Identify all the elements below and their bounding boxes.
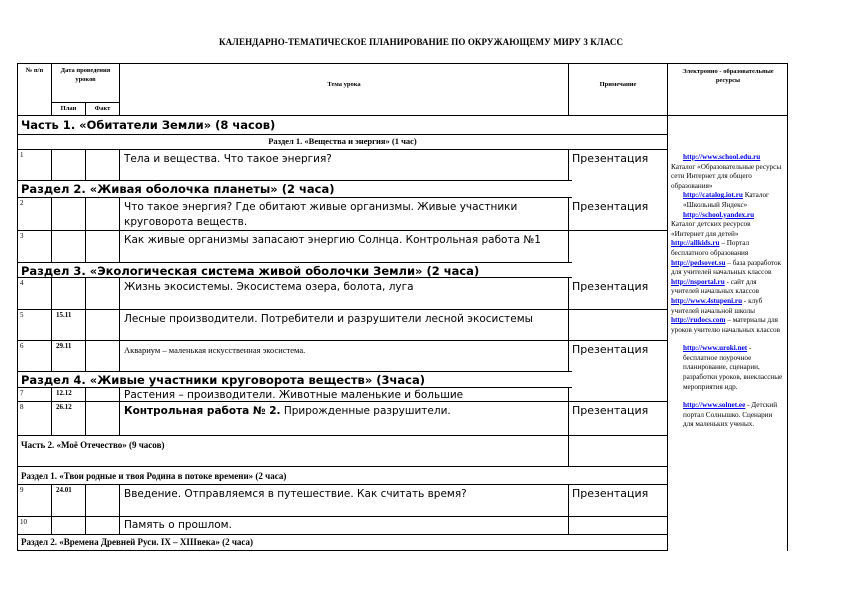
header-num: № п/п xyxy=(25,67,44,74)
resource-link[interactable]: http://www.uroki.net xyxy=(683,344,748,353)
row-num: 3 xyxy=(20,232,24,240)
resource-link[interactable]: http://rudocs.com xyxy=(671,316,726,325)
resource-text: Каталог «Образовательные ресурсы сети Интернет для общего образования» xyxy=(671,162,782,190)
resource-link[interactable]: http://catalog.iot.ru xyxy=(683,191,743,200)
row-note: Презентация xyxy=(572,343,649,356)
row-topic: Жизнь экосистемы. Экосистема озера, болота, луга xyxy=(124,281,414,293)
row-topic: Тела и вещества. Что такое энергия? xyxy=(124,153,332,165)
row-date: 24.01 xyxy=(56,486,72,494)
part-heading: Часть 2. «Моё Отечество» (9 часов) xyxy=(21,440,165,450)
row-num: 5 xyxy=(20,311,24,319)
resource-link[interactable]: http://www.4stupeni.ru xyxy=(671,296,743,305)
resource-text: - сайт для учителей начальных классов xyxy=(671,277,759,296)
row-note: Презентация xyxy=(572,152,649,165)
row-num: 10 xyxy=(20,518,27,526)
row-num: 2 xyxy=(20,199,24,207)
resource-text: - клуб учителей начальной школы xyxy=(671,296,763,315)
row-topic: Что такое энергия? Где обитают живые организмы. Живые участники круговорота веществ. xyxy=(124,201,518,228)
header-plan: План xyxy=(60,105,77,112)
row-note: Презентация xyxy=(572,404,649,417)
resource-text: - Детский портал Солнышко. Сценарии для маленьких ученых. xyxy=(683,401,778,429)
row-topic: Память о прошлом. xyxy=(124,519,232,531)
resource-text: Каталог детских ресурсов «Интернет для детей» xyxy=(671,220,751,238)
section-heading: Раздел 2. «Времена Древней Руси. IX – XIIIвека» (2 часа) xyxy=(21,537,254,547)
part-heading: Часть 1. «Обитатели Земли» (8 часов) xyxy=(21,118,276,132)
resource-link[interactable]: http://allkids.ru xyxy=(671,239,720,248)
resource-text: - бесплатное поурочное планирование, сценарии, разработки уроков, внеклассные мероприятия идр. xyxy=(683,344,783,391)
row-note: Презентация xyxy=(572,280,649,293)
row-date: 12.12 xyxy=(56,389,72,397)
page-title: КАЛЕНДАРНО-ТЕМАТИЧЕСКОЕ ПЛАНИРОВАНИЕ ПО ОКРУЖАЮЩЕМУ МИРУ 3 КЛАСС xyxy=(218,37,624,47)
header-topic: Тема урока xyxy=(327,81,361,88)
header-resources: Электронно - образовательные ресурсы xyxy=(682,68,774,84)
resource-link[interactable]: http://www.solnet.ee xyxy=(683,401,746,410)
resource-link[interactable]: http://www.school.edu.ru xyxy=(683,153,761,161)
resource-text: – материалы для уроков учителю начальных классов xyxy=(671,316,781,334)
row-note: Презентация xyxy=(572,200,649,213)
section-heading: Раздел 1. «Вещества и энергия» (1 час) xyxy=(268,136,417,146)
row-topic-rest: Прирожденные разрушители. xyxy=(280,405,451,417)
section-heading: Раздел 2. «Живая оболочка планеты» (2 часа) xyxy=(21,182,335,196)
resource-text: – Портал бесплатного образования xyxy=(671,239,750,257)
resource-text: Каталог «Школьный Яндекс» xyxy=(683,191,770,209)
row-topic: Аквариум – маленькая искусственная экосистема. xyxy=(124,345,306,355)
row-date: 26.12 xyxy=(56,403,72,411)
section-heading: Раздел 3. «Экологическая система живой оболочки Земли» (2 часа) xyxy=(21,264,480,278)
row-topic xyxy=(120,402,568,419)
row-date: 29.11 xyxy=(56,342,72,350)
row-num: 6 xyxy=(20,342,24,350)
resource-link[interactable]: http://nsportal.ru xyxy=(671,277,725,286)
section-heading: Раздел 1. «Твои родные и твоя Родина в потоке времени» (2 часа) xyxy=(21,471,287,481)
row-num: 1 xyxy=(20,151,24,159)
row-num: 7 xyxy=(20,389,24,397)
row-topic: Как живые организмы запасают энергию Солнца. Контрольная работа №1 xyxy=(124,234,541,246)
resource-link[interactable]: http://school.yandex.ru xyxy=(683,210,755,219)
row-note: Презентация xyxy=(572,487,649,500)
row-num: 4 xyxy=(20,279,24,287)
resource-text: – база разработок для учителей начальных классов xyxy=(671,258,782,277)
row-num: 8 xyxy=(20,403,24,411)
row-topic: Лесные производители. Потребители и разрушители лесной экосистемы xyxy=(124,313,533,325)
row-topic: Растения – производители. Животные маленькие и большие xyxy=(124,389,464,401)
section-heading: Раздел 4. «Живые участники круговорота веществ» (3часа) xyxy=(21,373,426,387)
header-note: Примечание xyxy=(599,81,637,88)
resource-link[interactable]: http://pedsovet.su xyxy=(671,258,726,267)
row-topic-bold: Контрольная работа № 2. xyxy=(124,405,281,417)
row-num: 9 xyxy=(20,486,24,494)
header-date: Дата проведения уроков xyxy=(60,67,111,83)
row-date: 15.11 xyxy=(56,311,72,319)
row-topic: Введение. Отправляемся в путешествие. Как считать время? xyxy=(124,488,467,500)
header-fact: Факт xyxy=(94,105,111,112)
resources-list xyxy=(668,151,787,432)
